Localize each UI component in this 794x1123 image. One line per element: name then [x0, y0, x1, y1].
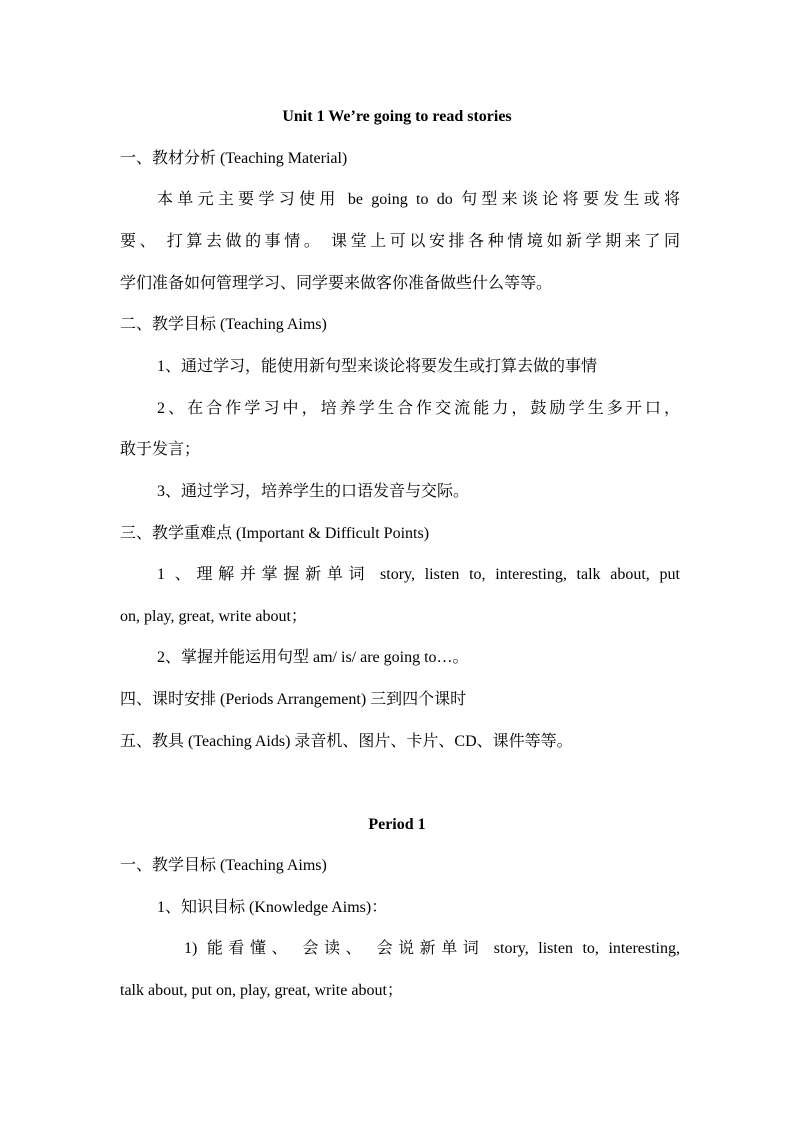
aims-item-1: 1、通过学习，能使用新句型来谈论将要发生或打算去做的事情	[157, 358, 598, 375]
aims-item-2-line-2: 敢于发言；	[120, 441, 201, 458]
section-heading-periods: 四、课时安排 (Periods Arrangement) 三到四个课时	[120, 691, 467, 708]
section-heading-key-points: 三、教学重难点 (Important & Difficult Points)	[120, 525, 430, 542]
period-heading-teaching-aims: 一、教学目标 (Teaching Aims)	[120, 857, 327, 874]
section-heading-teaching-aims: 二、教学目标 (Teaching Aims)	[120, 316, 327, 333]
material-paragraph-line-3: 学们准备如何管理学习、同学要来做客你准备做些什么等等。	[120, 275, 553, 292]
period-point-1-line-1: 1) 能看懂、 会读、 会说新单词 story, listen to, interesting,	[184, 940, 680, 957]
aims-item-3: 3、通过学习，培养学生的口语发音与交际。	[157, 483, 470, 500]
section-heading-teaching-material: 一、教材分析 (Teaching Material)	[120, 150, 348, 167]
period-point-1-line-2: talk about, put on, play, great, write about；	[120, 982, 403, 999]
period-knowledge-aims-heading: 1、知识目标 (Knowledge Aims)：	[157, 899, 388, 916]
period-title: Period 1	[368, 816, 426, 833]
key-points-item-1-line-2: on, play, great, write about；	[120, 608, 307, 625]
material-paragraph-line-1: 本单元主要学习使用 be going to do 句型来谈论将要发生或将	[157, 191, 680, 208]
material-paragraph-line-2: 要、 打算去做的事情。 课堂上可以安排各种情境如新学期来了同	[120, 233, 680, 250]
section-heading-teaching-aids: 五、教具 (Teaching Aids) 录音机、图片、卡片、CD、课件等等。	[120, 733, 573, 750]
key-points-item-1-line-1: 1 、理解并掌握新单词 story, listen to, interesting, talk about, put	[157, 566, 680, 583]
aims-item-2-line-1: 2、在合作学习中，培养学生合作交流能力，鼓励学生多开口，	[157, 400, 680, 417]
key-points-item-2: 2、掌握并能运用句型 am/ is/ are going to…。	[157, 649, 469, 666]
document-title: Unit 1 We’re going to read stories	[282, 108, 512, 125]
